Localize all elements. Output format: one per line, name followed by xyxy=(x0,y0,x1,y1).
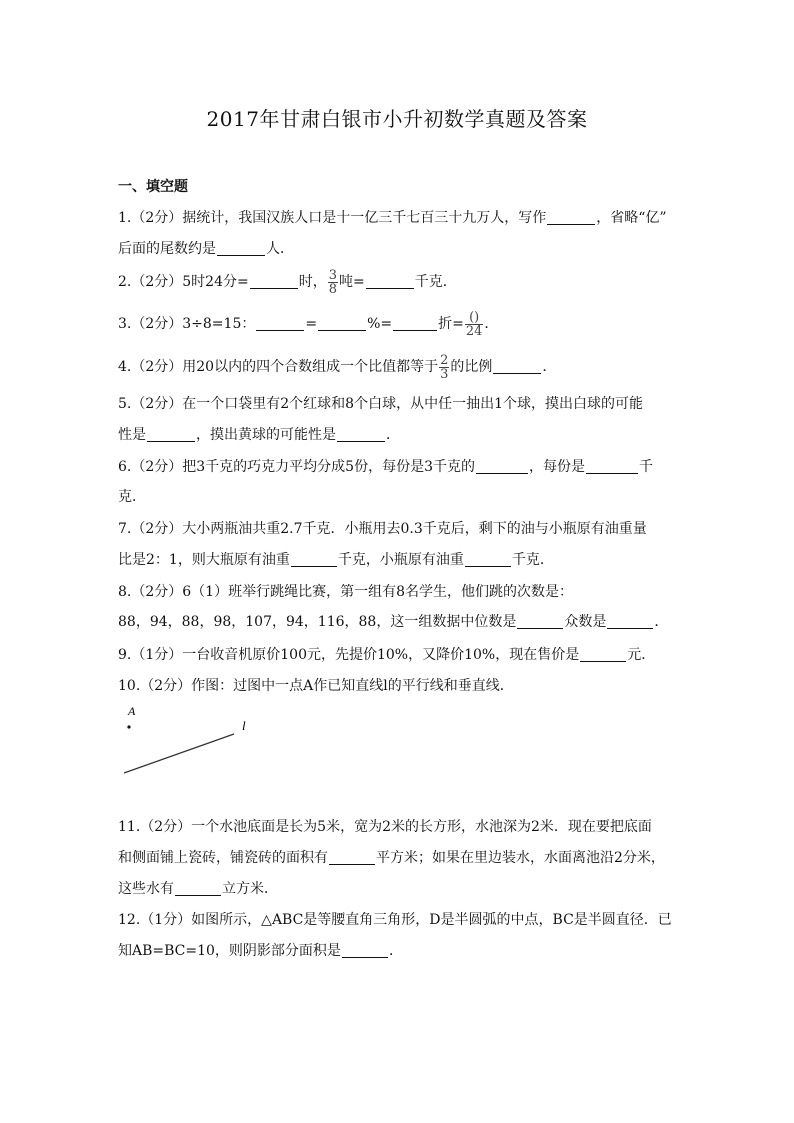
question-11-line-3 xyxy=(118,877,278,901)
question-8-line-2 xyxy=(118,610,668,634)
fraction-numerator: () xyxy=(469,309,480,325)
question-6-line-1 xyxy=(118,455,653,479)
fraction-numerator: 3 xyxy=(328,267,337,283)
fraction xyxy=(328,269,338,296)
q2-text: 千克． xyxy=(414,274,457,290)
question-4 xyxy=(118,352,557,382)
q9-text: 元． xyxy=(627,647,656,663)
q2-text: 2.（2分）5时24分= xyxy=(118,274,249,290)
q3-text: %= xyxy=(367,316,393,332)
q3-text: = xyxy=(305,316,318,332)
line-l xyxy=(124,734,234,773)
answer-blank[interactable] xyxy=(337,428,385,442)
answer-blank[interactable] xyxy=(465,553,511,567)
q7-text: 千克． xyxy=(511,552,554,568)
q10-text: 10.（2分）作图：过图中一点A作已知直线l的平行线和垂直线． xyxy=(118,678,514,694)
q11-text: 立方米． xyxy=(222,881,278,897)
question-2 xyxy=(118,267,457,297)
q1-text: 1.（2分）据统计，我国汉族人口是十一亿三千七百三十九万人，写作 xyxy=(118,210,547,226)
answer-blank[interactable] xyxy=(607,615,653,629)
answer-blank[interactable] xyxy=(493,360,541,374)
page-title: 2017年甘肃白银市小升初数学真题及答案 xyxy=(206,107,588,131)
answer-blank[interactable] xyxy=(366,275,414,289)
question-3 xyxy=(118,309,499,339)
q3-text: ． xyxy=(484,316,499,332)
q6-text: 克． xyxy=(118,489,146,505)
answer-blank[interactable] xyxy=(393,317,437,331)
answer-blank[interactable] xyxy=(342,944,388,958)
q4-text: ． xyxy=(542,359,557,375)
q8-text: ． xyxy=(654,614,669,630)
fraction xyxy=(439,354,449,381)
q5-text: ． xyxy=(386,427,400,443)
q11-text: 11.（2分）一个水池底面是长为5米，宽为2米的长方形，水池深为2米．现在要把底面 xyxy=(118,819,652,835)
q7-text: 比是2：1，则大瓶原有油重 xyxy=(118,552,290,568)
q8-text: 8.（2分）6（1）班举行跳绳比赛，第一组有8名学生，他们跳的次数是： xyxy=(118,584,573,600)
q8-text: 众数是 xyxy=(564,614,607,630)
q3-text: 折= xyxy=(438,316,464,332)
question-5-line-2 xyxy=(118,423,400,447)
answer-blank[interactable] xyxy=(175,882,221,896)
q2-text: 吨= xyxy=(339,274,365,290)
fraction-denominator: 8 xyxy=(328,281,337,297)
fraction xyxy=(465,311,484,338)
q7-text: 千克，小瓶原有油重 xyxy=(337,552,464,568)
q5-text: 5.（2分）在一个口袋里有2个红球和8个白球，从中任一抽出1个球，摸出白球的可能 xyxy=(118,396,643,412)
q4-text: 的比例 xyxy=(450,359,493,375)
q8-text: 88，94，88，98，107，94，116，88，这一组数据中位数是 xyxy=(118,614,517,630)
question-7-line-2 xyxy=(118,548,554,572)
question-11-line-2 xyxy=(118,846,665,870)
answer-blank[interactable] xyxy=(250,275,298,289)
question-12-line-1 xyxy=(118,908,672,932)
q6-text: 千 xyxy=(639,459,653,475)
fraction-denominator: 24 xyxy=(465,323,483,339)
q12-text: ． xyxy=(388,943,403,959)
q7-text: 7.（2分）大小两瓶油共重2.7千克．小瓶用去0.3千克后，剩下的油与小瓶原有油重量 xyxy=(118,521,647,537)
answer-blank[interactable] xyxy=(547,211,595,225)
question-1-line-1 xyxy=(118,206,667,230)
answer-blank[interactable] xyxy=(318,317,366,331)
line-figure xyxy=(118,702,258,778)
point-a-label: A xyxy=(128,704,136,718)
answer-blank[interactable] xyxy=(217,242,265,256)
question-1-line-2 xyxy=(118,237,294,261)
q1-text: ，省略“亿” xyxy=(596,210,667,226)
fraction-denominator: 3 xyxy=(440,366,449,382)
answer-blank[interactable] xyxy=(586,460,638,474)
answer-blank[interactable] xyxy=(256,317,304,331)
answer-blank[interactable] xyxy=(291,553,337,567)
question-11-line-1 xyxy=(118,815,652,839)
q3-text: 3.（2分）3÷8=15： xyxy=(118,316,256,332)
q5-text: 性是 xyxy=(118,427,146,443)
question-7-line-1 xyxy=(118,517,647,541)
line-l-label: l xyxy=(242,718,246,733)
section-heading: 一、填空题 xyxy=(118,179,188,195)
question-5-line-1 xyxy=(118,392,643,416)
fraction-numerator: 2 xyxy=(440,352,449,368)
answer-blank[interactable] xyxy=(147,428,195,442)
q5-text: ，摸出黄球的可能性是 xyxy=(196,427,336,443)
question-12-line-2 xyxy=(118,939,403,963)
q9-text: 9.（1分）一台收音机原价100元，先提价10%，又降价10%，现在售价是 xyxy=(118,647,580,663)
q11-text: 和侧面铺上瓷砖，铺瓷砖的面积有 xyxy=(118,850,328,866)
question-6-line-2 xyxy=(118,485,146,509)
question-8-line-1 xyxy=(118,580,573,604)
q1-text: 后面的尾数约是 xyxy=(118,241,216,257)
answer-blank[interactable] xyxy=(329,851,375,865)
answer-blank[interactable] xyxy=(580,648,626,662)
point-a xyxy=(127,725,130,728)
q6-text: 6.（2分）把3千克的巧克力平均分成5份，每份是3千克的 xyxy=(118,459,475,475)
q12-text: 知AB=BC=10，则阴影部分面积是 xyxy=(118,943,341,959)
q1-text: 人． xyxy=(266,241,294,257)
q2-text: 时， xyxy=(298,274,327,290)
q11-text: 这些水有 xyxy=(118,881,174,897)
question-9 xyxy=(118,643,655,667)
answer-blank[interactable] xyxy=(517,615,563,629)
question-10 xyxy=(118,674,514,698)
q6-text: ，每份是 xyxy=(529,459,585,475)
answer-blank[interactable] xyxy=(476,460,528,474)
q11-text: 平方米；如果在里边装水，水面离池沿2分米， xyxy=(376,850,665,866)
q12-text: 12.（1分）如图所示，△ABC是等腰直角三角形，D是半圆弧的中点，BC是半圆直径．已 xyxy=(118,912,672,928)
q4-text: 4.（2分）用20以内的四个合数组成一个比值都等于 xyxy=(118,359,439,375)
